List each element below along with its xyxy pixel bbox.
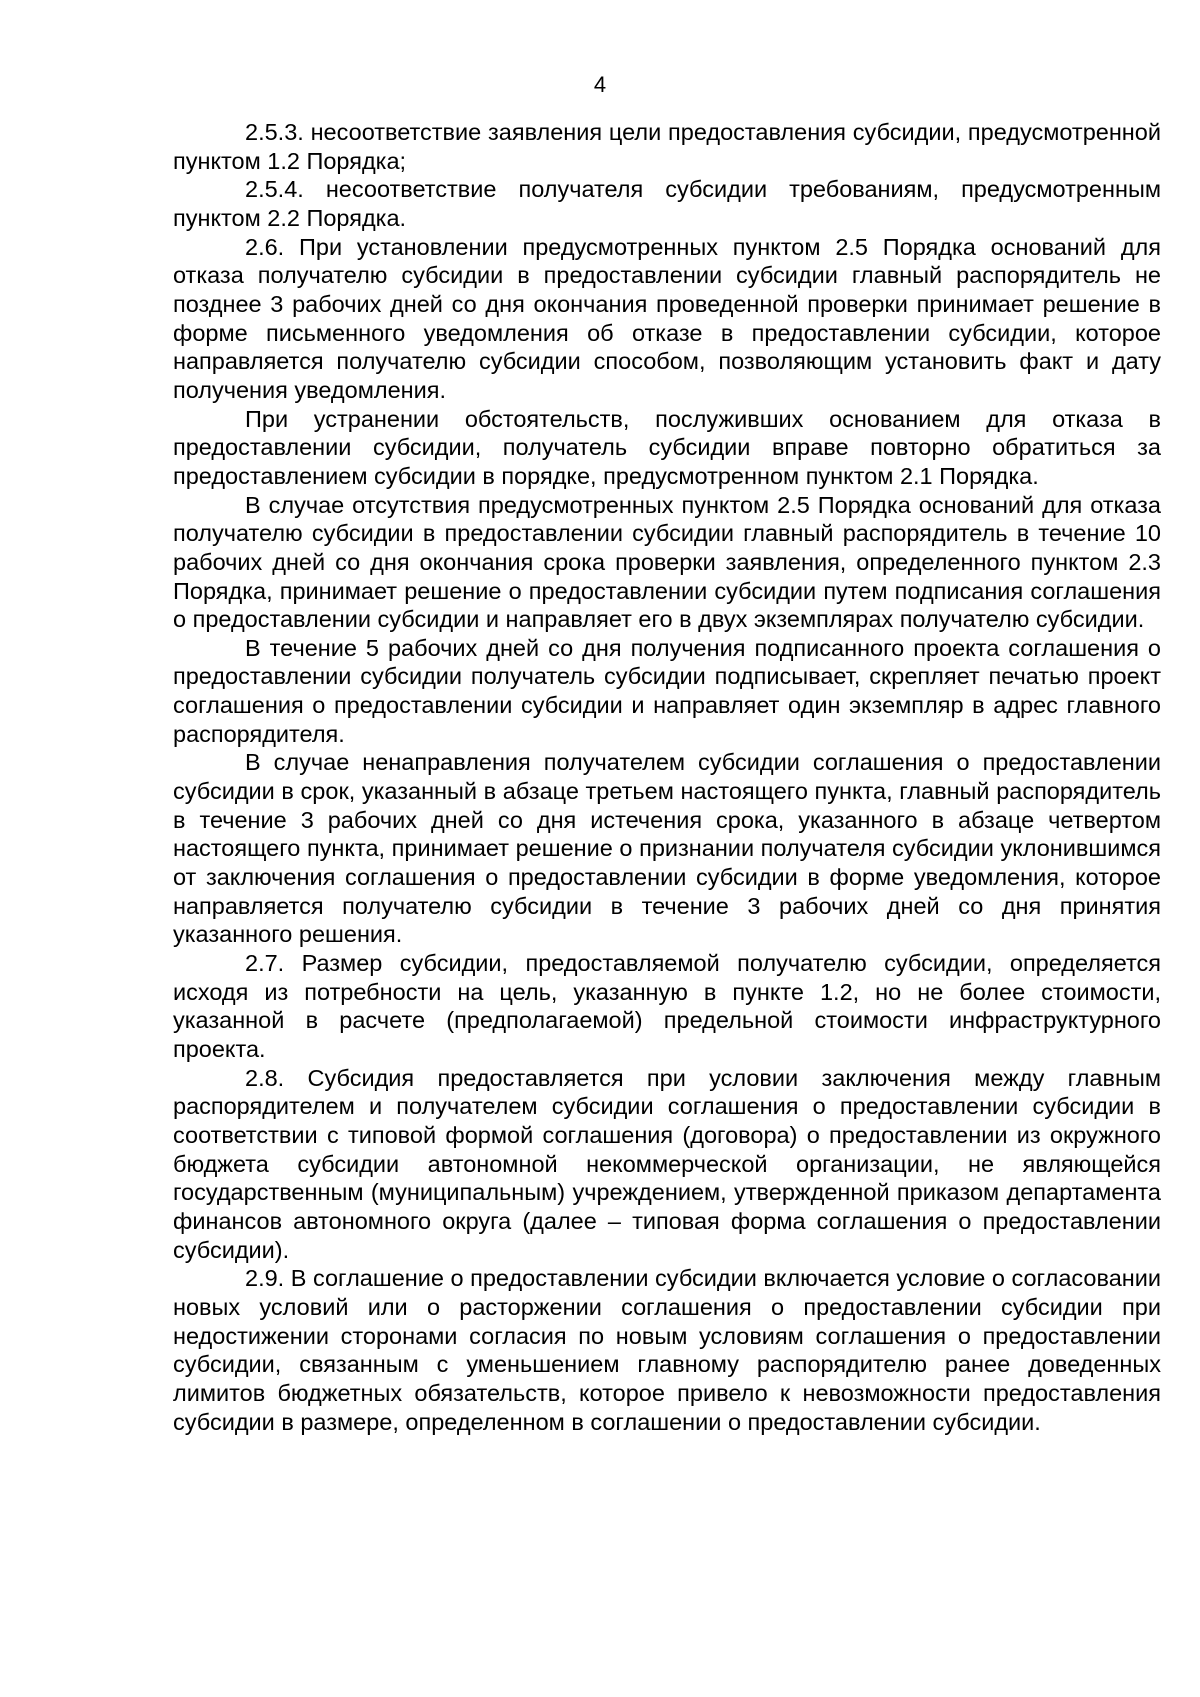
paragraph-2-6-non-submission: В случае ненаправления получателем субсидии соглашения о предоставлении субсидии в срок, указанный в абзаце третьем настоящего пункта, главный распорядитель в течение 3 рабочих дней со дня истечения срока, указанного в абзаце четвертом настоящего пункта, принимает решение о признании получателя субсидии уклонившимся от заключения соглашения о предоставлении субсидии в форме уведомления, которое направляется получателю субсидии в течение 3 рабочих дней со дня принятия указанного решения. — [173, 749, 1161, 948]
paragraph-2-7: 2.7. Размер субсидии, предоставляемой получателю субсидии, определяется исходя из потребности на цель, указанную в пункте 1.2, но не более стоимости, указанной в расчете (предполагаемой) предельной стоимости инфраструктурного проекта. — [173, 950, 1161, 1062]
document-body — [173, 118, 1161, 1436]
paragraph-2-5-3: 2.5.3. несоответствие заявления цели предоставления субсидии, предусмотренной пунктом 1.2 Порядка; — [173, 119, 1161, 174]
paragraph-2-6-absence-of-grounds: В случае отсутствия предусмотренных пунктом 2.5 Порядка оснований для отказа получателю субсидии в предоставлении субсидии главный распорядитель в течение 10 рабочих дней со дня окончания срока проверки заявления, определенного пунктом 2.3 Порядка, принимает решение о предоставлении субсидии путем подписания соглашения о предоставлении субсидии и направляет его в двух экземплярах получателю субсидии. — [173, 491, 1161, 633]
paragraph-2-6-signing-period: В течение 5 рабочих дней со дня получения подписанного проекта соглашения о предоставлении субсидии получатель субсидии подписывает, скрепляет печатью проект соглашения о предоставлении субсидии и направляет один экземпляр в адрес главного распорядителя. — [173, 634, 1161, 747]
paragraph-2-6: 2.6. При установлении предусмотренных пунктом 2.5 Порядка оснований для отказа получателю субсидии в предоставлении субсидии главный распорядитель не позднее 3 рабочих дней со дня окончания проведенной проверки принимает решение в форме письменного уведомления об отказе в предоставлении субсидии, которое направляется получателю субсидии способом, позволяющим установить факт и дату получения уведомления. — [173, 233, 1161, 403]
page-number: 4 — [593, 72, 607, 97]
paragraph-2-6-removal-of-circumstances: При устранении обстоятельств, послуживших основанием для отказа в предоставлении субсидии, получатель субсидии вправе повторно обратиться за предоставлением субсидии в порядке, предусмотренном пунктом 2.1 Порядка. — [173, 405, 1161, 489]
paragraph-2-9: 2.9. В соглашение о предоставлении субсидии включается условие о согласовании новых условий или о расторжении соглашения о предоставлении субсидии при недостижении сторонами согласия по новым условиям соглашения о предоставлении субсидии, связанным с уменьшением главному распорядителю ранее доведенных лимитов бюджетных обязательств, которое привело к невозможности предоставления субсидии в размере, определенном в соглашении о предоставлении субсидии. — [173, 1265, 1161, 1435]
paragraph-2-8: 2.8. Субсидия предоставляется при условии заключения между главным распорядителем и получателем субсидии соглашения о предоставлении субсидии в соответствии с типовой формой соглашения (договора) о предоставлении из окружного бюджета субсидии автономной некоммерческой организации, не являющейся государственным (муниципальным) учреждением, утвержденной приказом департамента финансов автономного округа (далее – типовая форма соглашения о предоставлении субсидии). — [173, 1064, 1161, 1263]
paragraph-2-5-4: 2.5.4. несоответствие получателя субсидии требованиям, предусмотренным пунктом 2.2 Порядка. — [173, 176, 1161, 231]
